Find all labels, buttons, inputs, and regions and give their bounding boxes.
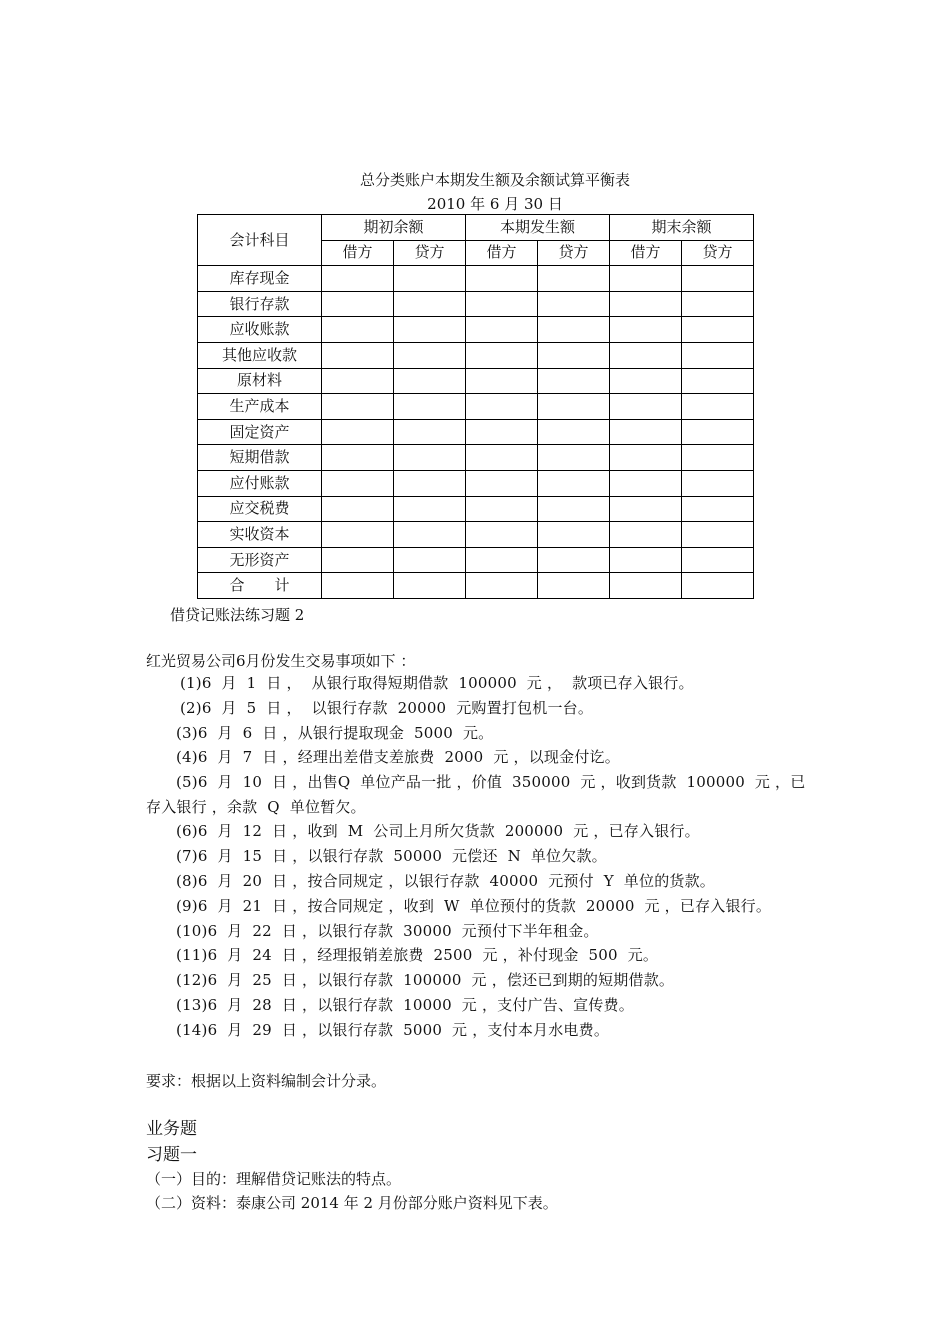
transaction-item: (9)6 月 21 日 ，按合同规定 ，收到 W 单位预付的货款 20000 元 ，已存入银行。 [176,897,772,915]
table-cell [538,291,610,317]
heading-business-questions: 业务题 [146,1119,197,1139]
table-cell [394,394,466,420]
table-cell [610,394,682,420]
table-cell [610,342,682,368]
table-date: 2010 年 6 月 30 日 [427,195,563,213]
table-cell [466,368,538,394]
transaction-item: 存入银行 ，余款 Q 单位暂欠。 [146,798,366,816]
table-cell [682,317,754,343]
table-row [198,470,754,496]
row-subject: 应交税费 [198,496,322,522]
table-cell [682,291,754,317]
header-closing-balance: 期末余额 [610,215,754,241]
table-cell [466,522,538,548]
row-subject: 库存现金 [198,266,322,292]
table-cell [610,266,682,292]
table-cell [466,573,538,599]
table-row [198,291,754,317]
table-cell [466,470,538,496]
table-row [198,522,754,548]
table-cell [682,522,754,548]
table-cell [322,419,394,445]
table-cell [682,266,754,292]
table-cell [466,342,538,368]
table-cell [538,342,610,368]
intro-text: 红光贸易公司6月份发生交易事项如下 ： [146,652,416,670]
table-cell [322,291,394,317]
row-subject: 银行存款 [198,291,322,317]
table-cell [322,547,394,573]
header-credit: 贷方 [394,240,466,266]
table-cell [394,419,466,445]
table-cell [538,547,610,573]
table-cell [466,317,538,343]
row-subject: 应付账款 [198,470,322,496]
requirement-text: 要求：根据以上资料编制会计分录。 [146,1072,387,1090]
transaction-item: (13)6 月 28 日 ，以银行存款 10000 元 ，支付广告、宣传费。 [176,996,634,1014]
table-cell [610,419,682,445]
table-cell [538,496,610,522]
table-cell [682,342,754,368]
header-debit: 借方 [466,240,538,266]
table-cell [682,573,754,599]
table-cell [538,317,610,343]
table-row [198,573,754,599]
table-cell [466,394,538,420]
table-cell [538,266,610,292]
table-cell [538,522,610,548]
table-cell [394,266,466,292]
header-opening-balance: 期初余额 [322,215,466,241]
table-cell [322,522,394,548]
table-row [198,394,754,420]
table-cell [682,496,754,522]
table-row [198,266,754,292]
trial-balance-table [197,214,754,599]
table-cell [322,317,394,343]
table-cell [394,522,466,548]
table-cell [466,496,538,522]
transaction-item: (10)6 月 22 日 ，以银行存款 30000 元预付下半年租金。 [176,922,599,940]
transaction-item: (3)6 月 6 日 ，从银行提取现金 5000 元。 [176,724,494,742]
table-cell [538,470,610,496]
table-cell [466,419,538,445]
heading-exercise-one: 习题一 [146,1145,197,1165]
table-cell [394,342,466,368]
table-cell [682,470,754,496]
transaction-item: (12)6 月 25 日 ，以银行存款 100000 元 ，偿还已到期的短期借款。 [176,971,675,989]
header-period-amount: 本期发生额 [466,215,610,241]
table-cell [682,445,754,471]
materials-line: （二）资料：泰康公司 2014 年 2 月份部分账户资料见下表。 [146,1194,558,1212]
table-row [198,496,754,522]
table-cell [610,291,682,317]
table-cell [610,445,682,471]
table-row [198,547,754,573]
row-subject: 固定资产 [198,419,322,445]
table-cell [610,573,682,599]
transaction-item: (7)6 月 15 日 ，以银行存款 50000 元偿还 N 单位欠款。 [176,847,607,865]
table-cell [682,368,754,394]
table-cell [682,547,754,573]
row-subject: 原材料 [198,368,322,394]
table-cell [610,496,682,522]
table-cell [394,573,466,599]
table-cell [610,317,682,343]
table-cell [538,573,610,599]
table-cell [682,419,754,445]
table-cell [466,547,538,573]
table-row [198,317,754,343]
purpose-line: （一）目的：理解借贷记账法的特点。 [146,1170,402,1188]
table-cell [466,291,538,317]
table-cell [538,394,610,420]
table-cell [322,470,394,496]
table-cell [322,266,394,292]
row-subject: 应收账款 [198,317,322,343]
table-cell [538,419,610,445]
transaction-item: (1)6 月 1 日 ， 从银行取得短期借款 100000 元 ， 款项已存入银行。 [180,674,694,692]
table-cell [322,368,394,394]
table-cell [322,394,394,420]
table-cell [322,342,394,368]
transaction-item: (8)6 月 20 日 ，按合同规定 ，以银行存款 40000 元预付 Y 单位的货款。 [176,872,715,890]
row-subject: 其他应收款 [198,342,322,368]
table-cell [466,266,538,292]
row-subject: 生产成本 [198,394,322,420]
section-title: 借贷记账法练习题 2 [170,606,305,624]
table-cell [322,496,394,522]
table-row [198,419,754,445]
header-subject: 会计科目 [198,215,322,266]
transaction-item: (11)6 月 24 日 ，经理报销差旅费 2500 元 ，补付现金 500 元。 [176,946,659,964]
table-cell [538,368,610,394]
header-credit: 贷方 [538,240,610,266]
table-cell [610,470,682,496]
transaction-item: (6)6 月 12 日 ，收到 M 公司上月所欠货款 200000 元 ，已存入银行。 [176,822,700,840]
row-subject: 无形资产 [198,547,322,573]
table-cell [610,522,682,548]
transaction-item: (4)6 月 7 日 ，经理出差借支差旅费 2000 元 ，以现金付讫。 [176,748,620,766]
table-cell [394,470,466,496]
header-debit: 借方 [610,240,682,266]
table-cell [394,291,466,317]
header-credit: 贷方 [682,240,754,266]
header-debit: 借方 [322,240,394,266]
table-cell [538,445,610,471]
table-cell [682,394,754,420]
row-subject: 实收资本 [198,522,322,548]
transaction-item: (5)6 月 10 日 ，出售Q 单位产品一批 ，价值 350000 元 ，收到货款 100000 元 ，已 [176,773,806,791]
table-row [198,342,754,368]
table-row [198,445,754,471]
transaction-item: (14)6 月 29 日 ，以银行存款 5000 元 ，支付本月水电费。 [176,1021,610,1039]
table-cell [466,445,538,471]
row-subject: 短期借款 [198,445,322,471]
table-cell [394,547,466,573]
table-cell [322,573,394,599]
table-cell [394,445,466,471]
table-cell [322,445,394,471]
table-cell [394,317,466,343]
table-cell [394,368,466,394]
row-subject: 合 计 [198,573,322,599]
table-cell [610,368,682,394]
table-row [198,368,754,394]
table-cell [610,547,682,573]
table-title: 总分类账户本期发生额及余额试算平衡表 [359,171,630,189]
transaction-item: (2)6 月 5 日 ， 以银行存款 20000 元购置打包机一台。 [180,699,594,717]
table-cell [394,496,466,522]
